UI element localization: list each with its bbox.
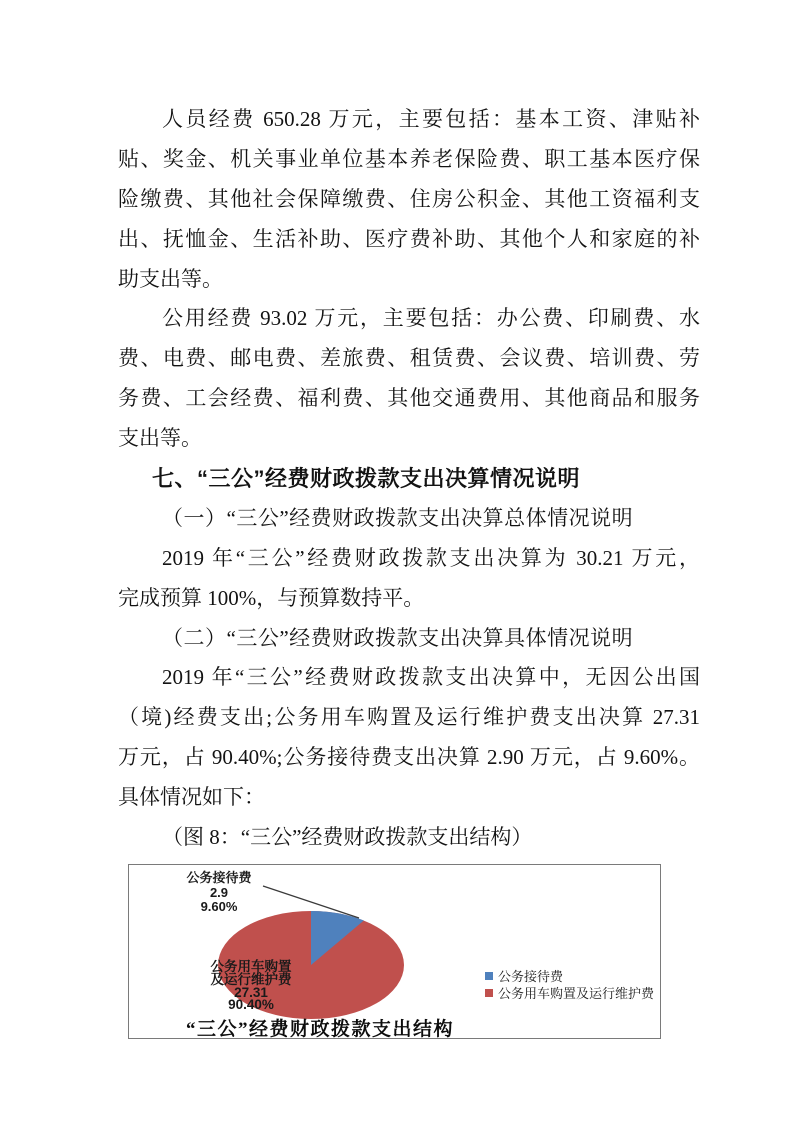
section-heading: 七、“三公”经费财政拨款支出决算情况说明 [152, 466, 581, 492]
chart-title: “三公”经费财政拨款支出结构 [186, 1019, 455, 1040]
callout-percent: 9.60% [200, 899, 238, 914]
paragraph-line: 贴、奖金、机关事业单位基本养老保险费、职工基本医疗保 [118, 146, 700, 171]
document-body [118, 100, 700, 858]
paragraph-line: 万元，占 90.40%;公务接待费支出决算 2.90 万元，占 9.60%。 [118, 745, 700, 770]
callout-label: 及运行维护费 [210, 971, 292, 987]
callout-percent: 90.40% [228, 997, 274, 1013]
sub-heading-1: （一）“三公”经费财政拨款支出决算总体情况说明 [162, 505, 634, 530]
legend-item-reception [485, 967, 654, 984]
callout-vehicle [187, 961, 315, 1012]
paragraph-line: 人员经费 650.28 万元，主要包括：基本工资、津贴补 [162, 107, 700, 131]
paragraph-line: 务费、工会经费、福利费、其他交通费用、其他商品和服务 [118, 386, 700, 411]
paragraph-line: 2019 年“三公”经费财政拨款支出决算中，无因公出国 [162, 665, 700, 690]
paragraph-line: 助支出等。 [118, 266, 223, 291]
callout-label: 公务接待费 [186, 870, 252, 885]
legend-item-vehicle [485, 984, 654, 1001]
callout-reception [162, 871, 276, 915]
paragraph-line: 出、抚恤金、生活补助、医疗费补助、其他个人和家庭的补 [118, 226, 700, 251]
paragraph-line: 具体情况如下： [118, 785, 265, 810]
paragraph-line: 公用经费 93.02 万元，主要包括：办公费、印刷费、水 [162, 306, 700, 331]
paragraph-line: 费、电费、邮电费、差旅费、租赁费、会议费、培训费、劳 [118, 346, 700, 371]
legend-swatch-blue [485, 972, 493, 980]
paragraph-line: 险缴费、其他社会保障缴费、住房公积金、其他工资福利支 [118, 186, 700, 211]
legend-label: 公务用车购置及运行维护费 [498, 986, 655, 1001]
callout-value: 2.9 [209, 884, 229, 900]
paragraph-line: 支出等。 [118, 426, 202, 451]
paragraph-line: （境)经费支出;公务用车购置及运行维护费支出决算 27.31 [118, 705, 700, 730]
figure-caption: （图 8：“三公”经费财政拨款支出结构） [162, 825, 533, 850]
paragraph-line: 2019 年“三公”经费财政拨款支出决算为 30.21 万元， [162, 545, 700, 570]
callout-label: 公务用车购置 [210, 959, 292, 974]
sub-heading-2: （二）“三公”经费财政拨款支出决算具体情况说明 [162, 625, 634, 650]
figure-pie-chart [128, 864, 661, 1039]
callout-value: 27.31 [234, 984, 268, 1000]
paragraph-line: 完成预算 100%，与预算数持平。 [118, 585, 425, 610]
chart-legend [485, 967, 654, 1001]
legend-label: 公务接待费 [498, 969, 564, 984]
legend-swatch-red [485, 989, 493, 997]
